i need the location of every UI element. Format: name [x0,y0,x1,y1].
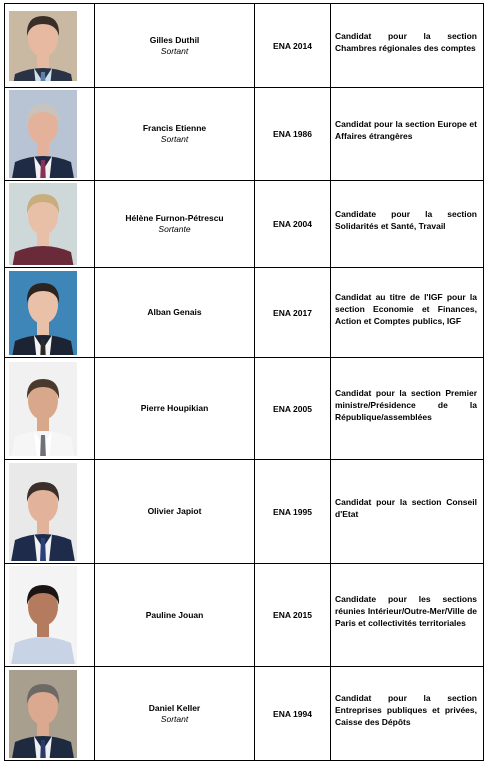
table-row [5,358,484,460]
description-cell [331,667,484,761]
ena-cell [255,88,331,181]
photo-cell [5,268,95,358]
candidate-photo [9,90,77,178]
photo-cell [5,564,95,667]
candidate-photo [9,11,77,81]
candidate-name: Daniel Keller [148,702,201,713]
candidate-description: Candidat pour la section Europe et Affaires étrangères [335,119,477,141]
name-cell [95,460,255,564]
table-row [5,268,484,358]
candidate-description: Candidat pour la section Premier ministre/Présidence de la République/assemblées [335,387,477,422]
name-cell [95,358,255,460]
description-cell [331,358,484,460]
ena-year: ENA 1986 [273,129,312,139]
table-row [5,4,484,88]
ena-cell [255,667,331,761]
candidate-photo [9,670,77,758]
ena-year: ENA 2014 [273,40,312,51]
candidate-status: Sortant [160,45,189,56]
ena-cell [255,268,331,358]
ena-year: ENA 2017 [273,307,312,318]
name-cell [95,564,255,667]
name-cell [95,181,255,268]
ena-cell [255,460,331,564]
ena-year: ENA 1994 [273,708,312,719]
candidate-description: Candidate pour les sections réunies Intérieur/Outre-Mer/Ville de Paris et collectivités territoriales [335,594,477,628]
photo-cell [5,667,95,761]
ena-year: ENA 2004 [273,219,312,229]
ena-year: ENA 2015 [273,610,312,620]
table-row [5,460,484,564]
description-cell [331,460,484,564]
table-row [5,181,484,268]
ena-cell [255,4,331,88]
candidate-description: Candidat pour la section Chambres régionales des comptes [335,30,477,53]
candidate-name: Hélène Furnon-Pétrescu [125,213,224,223]
photo-cell [5,460,95,564]
candidate-status: Sortant [160,713,189,724]
candidate-photo [9,463,77,561]
table-row [5,88,484,181]
candidate-photo [9,183,77,265]
candidate-name: Olivier Japiot [147,506,202,516]
description-cell [331,88,484,181]
candidate-description: Candidat pour la section Entreprises publiques et privées, Caisse des Dépôts [335,692,477,727]
ena-cell [255,358,331,460]
ena-year: ENA 1995 [273,506,312,517]
candidates-table [4,3,484,761]
candidate-photo [9,362,77,456]
candidate-description: Candidat au titre de l'IGF pour la section Economie et Finances, Action et Comptes publics, IGF [335,291,477,326]
candidate-name: Pauline Jouan [145,609,204,620]
name-cell [95,268,255,358]
photo-cell [5,4,95,88]
candidate-photo [9,271,77,355]
candidate-status: Sortante [158,224,191,234]
candidate-name: Gilles Duthil [149,34,200,45]
photo-cell [5,88,95,181]
candidate-name: Francis Etienne [142,123,207,133]
name-cell [95,667,255,761]
description-cell [331,564,484,667]
table-row [5,667,484,761]
candidate-name: Pierre Houpikian [140,403,209,413]
photo-cell [5,358,95,460]
candidate-photo [9,566,77,664]
ena-cell [255,564,331,667]
ena-cell [255,181,331,268]
candidate-description: Candidate pour la section Solidarités et Santé, Travail [335,209,477,231]
description-cell [331,181,484,268]
candidate-name: Alban Genais [147,307,202,317]
table-row [5,564,484,667]
name-cell [95,88,255,181]
photo-cell [5,181,95,268]
ena-year: ENA 2005 [273,403,312,414]
description-cell [331,4,484,88]
name-cell [95,4,255,88]
description-cell [331,268,484,358]
candidate-status: Sortant [160,134,189,144]
candidate-description: Candidat pour la section Conseil d'Etat [335,496,477,519]
